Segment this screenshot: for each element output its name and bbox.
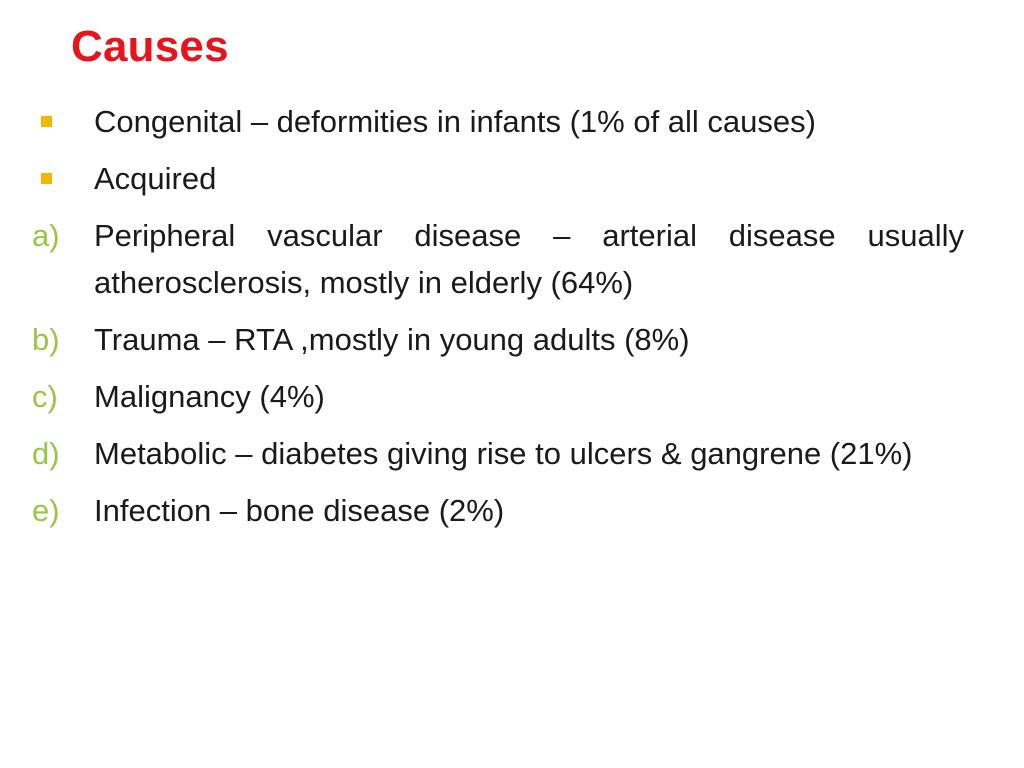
list-item-trauma (32, 316, 964, 363)
causes-list (32, 98, 964, 544)
list-item-text: Metabolic – diabetes giving rise to ulcers & gangrene (21%) (94, 436, 913, 471)
list-item-congenital (32, 98, 964, 145)
slide-title: Causes (71, 22, 229, 71)
list-item-text: Congenital – deformities in infants (1% of all causes) (94, 104, 816, 139)
square-bullet-icon (41, 116, 52, 127)
list-item-peripheral-vascular (32, 212, 964, 306)
list-marker-c: c) (32, 379, 58, 414)
list-item-text: Infection – bone disease (2%) (94, 493, 505, 528)
list-item-acquired (32, 155, 964, 202)
list-item-text: Peripheral vascular disease – arterial disease usually atherosclerosis, mostly in elderly (64%) (94, 218, 964, 300)
list-item-malignancy (32, 373, 964, 420)
list-item-metabolic (32, 430, 964, 477)
list-marker-b: b) (32, 322, 60, 357)
list-marker-a: a) (32, 218, 60, 253)
list-marker-e: e) (32, 493, 60, 528)
square-bullet-icon (41, 173, 52, 184)
list-marker-d: d) (32, 436, 60, 471)
list-item-text: Acquired (94, 161, 217, 196)
list-item-text: Trauma – RTA ,mostly in young adults (8%) (94, 322, 690, 357)
list-item-text: Malignancy (4%) (94, 379, 325, 414)
list-item-infection (32, 487, 964, 534)
